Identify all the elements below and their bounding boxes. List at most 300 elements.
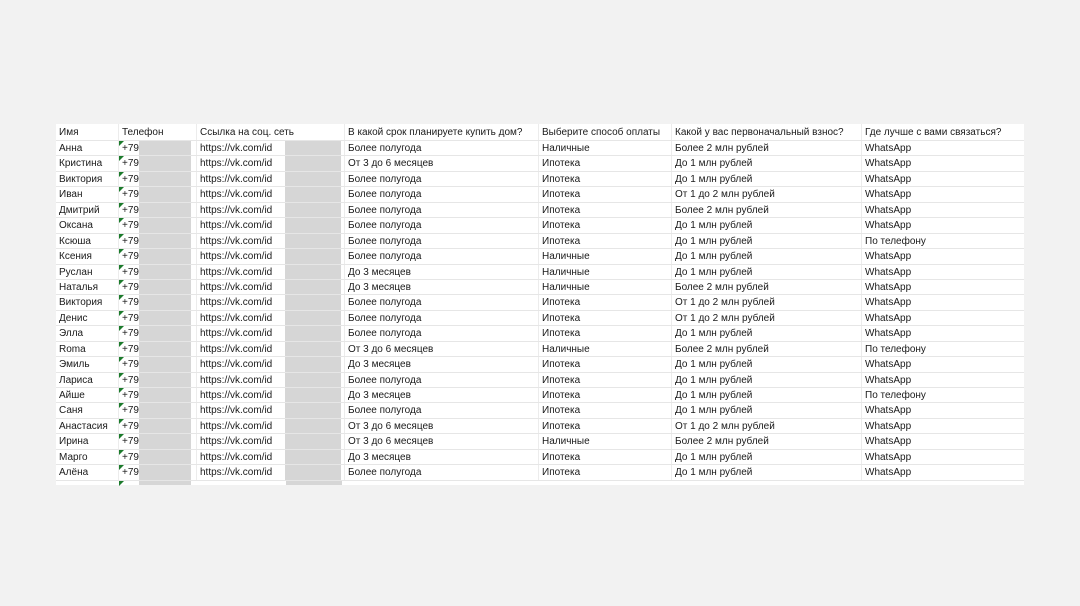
social-link-value: https://vk.com/id <box>200 251 273 263</box>
table-row <box>56 388 1024 403</box>
cell-marker-icon <box>119 141 124 146</box>
redacted-block <box>139 249 191 263</box>
cell-payment-method[interactable]: Ипотека <box>539 172 672 186</box>
cell-payment-method[interactable]: Ипотека <box>539 403 672 417</box>
redacted-block <box>285 218 341 232</box>
redacted-block <box>285 450 341 464</box>
header-contact-method[interactable]: Где лучше с вами связаться? <box>865 127 1002 138</box>
redacted-block <box>285 373 341 387</box>
cell-purchase-term[interactable]: Более полугода <box>345 218 539 232</box>
cell-social-link[interactable] <box>197 187 345 201</box>
redacted-block <box>285 172 341 186</box>
cell-name[interactable]: Анастасия <box>56 419 119 433</box>
cell-down-payment[interactable]: От 1 до 2 млн рублей <box>672 311 862 325</box>
cell-down-payment[interactable]: До 1 млн рублей <box>672 326 862 340</box>
cell-contact-method[interactable]: WhatsApp <box>865 143 912 154</box>
cell-social-link[interactable] <box>197 280 345 294</box>
cell-phone[interactable] <box>119 465 197 479</box>
phone-prefix: +79 <box>122 420 139 432</box>
redacted-block <box>285 465 341 479</box>
cell-payment-method[interactable]: Наличные <box>539 249 672 263</box>
social-link-value: https://vk.com/id <box>200 451 273 463</box>
redacted-block <box>285 203 341 217</box>
cell-purchase-term[interactable]: Более полугода <box>345 203 539 217</box>
redacted-block <box>285 388 341 402</box>
redacted-block <box>285 234 341 248</box>
cell-contact-method[interactable]: WhatsApp <box>865 359 912 371</box>
redacted-block <box>139 326 191 340</box>
cell-purchase-term[interactable]: Более полугода <box>345 403 539 417</box>
phone-value <box>119 373 139 387</box>
header-name[interactable]: Имя <box>56 124 119 140</box>
cell-phone[interactable] <box>119 342 197 356</box>
phone-value <box>119 249 139 263</box>
cell-payment-method[interactable]: Ипотека <box>539 450 672 464</box>
cell-payment-method[interactable]: Наличные <box>539 141 672 155</box>
cell-phone[interactable] <box>119 357 197 371</box>
cell-payment-method[interactable]: Наличные <box>539 342 672 356</box>
cell-contact-method[interactable]: WhatsApp <box>865 405 912 417</box>
phone-value <box>119 187 139 201</box>
social-link-value: https://vk.com/id <box>200 297 273 309</box>
redacted-block <box>139 481 191 485</box>
cell-phone[interactable] <box>119 172 197 186</box>
cell-contact-method[interactable]: WhatsApp <box>865 251 912 263</box>
cell-purchase-term[interactable]: От 3 до 6 месяцев <box>345 156 539 170</box>
cell-social-link[interactable] <box>197 203 345 217</box>
cell-down-payment[interactable]: Более 2 млн рублей <box>672 141 862 155</box>
cell-marker-icon <box>119 203 124 208</box>
table-row <box>56 311 1024 326</box>
phone-value <box>119 388 139 402</box>
table-tail <box>56 481 1024 485</box>
cell-name[interactable]: Саня <box>56 403 119 417</box>
redacted-block <box>139 434 191 448</box>
spreadsheet-table <box>56 124 1024 485</box>
cell-marker-icon <box>119 172 124 177</box>
cell-purchase-term[interactable]: Более полугода <box>345 172 539 186</box>
cell-contact-method[interactable]: По телефону <box>865 235 926 247</box>
redacted-block <box>139 311 191 325</box>
table-row <box>56 373 1024 388</box>
redacted-block <box>139 373 191 387</box>
cell-marker-icon <box>119 403 124 408</box>
social-link-value: https://vk.com/id <box>200 374 273 386</box>
cell-marker-icon <box>119 218 124 223</box>
cell-phone[interactable] <box>119 187 197 201</box>
cell-name[interactable]: Наталья <box>56 280 119 294</box>
cell-name[interactable]: Дмитрий <box>56 203 119 217</box>
redacted-block <box>285 187 341 201</box>
social-link-value: https://vk.com/id <box>200 343 273 355</box>
cell-social-link[interactable] <box>197 434 345 448</box>
cell-social-link[interactable] <box>197 419 345 433</box>
cell-down-payment[interactable]: Более 2 млн рублей <box>672 434 862 448</box>
cell-name[interactable]: Оксана <box>56 218 119 232</box>
cell-purchase-term[interactable]: От 3 до 6 месяцев <box>345 342 539 356</box>
cell-payment-method[interactable]: Ипотека <box>539 311 672 325</box>
cell-purchase-term[interactable]: Более полугода <box>345 373 539 387</box>
table-row <box>56 342 1024 357</box>
cell-purchase-term[interactable]: До 3 месяцев <box>345 357 539 371</box>
cell-contact-method[interactable]: WhatsApp <box>865 158 912 170</box>
cell-social-link[interactable] <box>197 311 345 325</box>
phone-prefix: +79 <box>122 436 139 448</box>
cell-contact-method[interactable]: WhatsApp <box>865 312 912 324</box>
cell-purchase-term[interactable]: Более полугода <box>345 311 539 325</box>
cell-contact-method[interactable]: WhatsApp <box>865 467 912 479</box>
cell-down-payment[interactable]: От 1 до 2 млн рублей <box>672 187 862 201</box>
cell-marker-icon <box>119 249 124 254</box>
phone-value <box>119 203 139 217</box>
phone-prefix: +79 <box>122 405 139 417</box>
cell-social-link[interactable] <box>197 326 345 340</box>
social-link-value: https://vk.com/id <box>200 467 273 479</box>
cell-contact-method[interactable]: WhatsApp <box>865 436 912 448</box>
cell-contact-method[interactable]: WhatsApp <box>865 451 912 463</box>
redacted-block <box>139 295 191 309</box>
social-link-value: https://vk.com/id <box>200 266 273 278</box>
cell-phone[interactable] <box>119 203 197 217</box>
cell-purchase-term[interactable]: От 3 до 6 месяцев <box>345 434 539 448</box>
cell-purchase-term[interactable]: Более полугода <box>345 326 539 340</box>
social-link-value: https://vk.com/id <box>200 189 273 201</box>
cell-phone[interactable] <box>119 249 197 263</box>
cell-phone[interactable] <box>119 218 197 232</box>
cell-down-payment[interactable]: Более 2 млн рублей <box>672 203 862 217</box>
cell-payment-method[interactable]: Ипотека <box>539 465 672 479</box>
redacted-block <box>285 295 341 309</box>
cell-social-link[interactable] <box>197 249 345 263</box>
redacted-block <box>139 187 191 201</box>
cell-down-payment[interactable]: Более 2 млн рублей <box>672 280 862 294</box>
redacted-block <box>139 388 191 402</box>
cell-purchase-term[interactable]: До 3 месяцев <box>345 265 539 279</box>
cell-social-link[interactable] <box>197 342 345 356</box>
cell-down-payment[interactable]: До 1 млн рублей <box>672 373 862 387</box>
redacted-block <box>139 342 191 356</box>
cell-payment-method[interactable]: Ипотека <box>539 388 672 402</box>
redacted-block <box>139 218 191 232</box>
cell-name[interactable]: Лариса <box>56 373 119 387</box>
cell-social-link[interactable] <box>197 156 345 170</box>
table-row <box>56 450 1024 465</box>
cell-name[interactable]: Денис <box>56 311 119 325</box>
cell-social-link[interactable] <box>197 295 345 309</box>
header-purchase-term[interactable]: В какой срок планируете купить дом? <box>345 124 539 140</box>
cell-down-payment[interactable]: До 1 млн рублей <box>672 265 862 279</box>
phone-prefix: +79 <box>122 359 139 371</box>
cell-name[interactable]: Ксюша <box>56 234 119 248</box>
phone-value <box>119 280 139 294</box>
cell-name[interactable]: Анна <box>56 141 119 155</box>
cell-down-payment[interactable]: До 1 млн рублей <box>672 249 862 263</box>
redacted-block <box>285 326 341 340</box>
phone-prefix: +79 <box>122 158 139 170</box>
phone-prefix: +79 <box>122 390 139 401</box>
table-row <box>56 141 1024 156</box>
table-row <box>56 172 1024 187</box>
social-link-value: https://vk.com/id <box>200 220 273 232</box>
redacted-block <box>139 419 191 433</box>
redacted-block <box>285 311 341 325</box>
cell-purchase-term[interactable]: До 3 месяцев <box>345 388 539 402</box>
cell-purchase-term[interactable]: Более полугода <box>345 234 539 248</box>
redacted-block <box>139 265 191 279</box>
cell-contact-method[interactable]: WhatsApp <box>865 204 912 216</box>
social-link-value: https://vk.com/id <box>200 312 273 324</box>
cell-name[interactable]: Ксения <box>56 249 119 263</box>
cell-down-payment[interactable]: До 1 млн рублей <box>672 172 862 186</box>
redacted-block <box>139 156 191 170</box>
cell-purchase-term[interactable]: Более полугода <box>345 295 539 309</box>
table-row <box>56 434 1024 449</box>
cell-contact-method[interactable]: WhatsApp <box>865 173 912 185</box>
cell-down-payment[interactable]: От 1 до 2 млн рублей <box>672 295 862 309</box>
cell-contact-method[interactable]: По телефону <box>865 343 926 355</box>
redacted-block <box>285 403 341 417</box>
cell-name[interactable]: Марго <box>56 450 119 464</box>
cell-name[interactable]: Элла <box>56 326 119 340</box>
cell-down-payment[interactable]: До 1 млн рублей <box>672 218 862 232</box>
redacted-block <box>139 357 191 371</box>
redacted-block <box>139 203 191 217</box>
cell-phone[interactable] <box>119 373 197 387</box>
phone-value <box>119 234 139 248</box>
cell-contact-method[interactable]: WhatsApp <box>865 281 912 293</box>
cell-name[interactable]: Алёна <box>56 465 119 479</box>
table-row <box>56 295 1024 310</box>
cell-payment-method[interactable]: Ипотека <box>539 419 672 433</box>
social-link-value: https://vk.com/id <box>200 359 273 371</box>
phone-value <box>119 450 139 464</box>
phone-prefix: +79 <box>122 189 139 201</box>
cell-name[interactable]: Айше <box>56 388 119 402</box>
redacted-block <box>285 265 341 279</box>
cell-name[interactable]: Эмиль <box>56 357 119 371</box>
table-row <box>56 249 1024 264</box>
cell-down-payment[interactable]: От 1 до 2 млн рублей <box>672 419 862 433</box>
phone-value <box>119 218 139 232</box>
phone-value <box>119 434 139 448</box>
phone-prefix: +79 <box>122 143 139 154</box>
social-link-value: https://vk.com/id <box>200 173 273 185</box>
cell-purchase-term[interactable]: Более полугода <box>345 249 539 263</box>
cell-payment-method[interactable]: Ипотека <box>539 357 672 371</box>
cell-social-link[interactable] <box>197 265 345 279</box>
cell-payment-method[interactable]: Ипотека <box>539 295 672 309</box>
cell-phone[interactable] <box>119 141 197 155</box>
cell-purchase-term[interactable]: Более полугода <box>345 141 539 155</box>
phone-value <box>119 141 139 155</box>
cell-marker-icon <box>119 187 124 192</box>
cell-purchase-term[interactable]: До 3 месяцев <box>345 280 539 294</box>
cell-contact-method[interactable]: WhatsApp <box>865 328 912 340</box>
cell-social-link[interactable] <box>197 373 345 387</box>
social-link-value: https://vk.com/id <box>200 328 273 340</box>
cell-social-link[interactable] <box>197 388 345 402</box>
cell-down-payment[interactable]: До 1 млн рублей <box>672 357 862 371</box>
cell-social-link[interactable] <box>197 403 345 417</box>
cell-phone[interactable] <box>119 403 197 417</box>
cell-name[interactable]: Виктория <box>56 295 119 309</box>
phone-prefix: +79 <box>122 235 139 247</box>
table-row <box>56 419 1024 434</box>
cell-marker-icon <box>119 342 124 347</box>
cell-phone[interactable] <box>119 419 197 433</box>
social-link-value: https://vk.com/id <box>200 204 273 216</box>
cell-name[interactable]: Кристина <box>56 156 119 170</box>
header-phone[interactable]: Телефон <box>119 124 197 140</box>
cell-phone[interactable] <box>119 388 197 402</box>
table-body <box>56 141 1024 481</box>
cell-payment-method[interactable]: Ипотека <box>539 218 672 232</box>
header-down-payment[interactable]: Какой у вас первоначальный взнос? <box>672 124 862 140</box>
cell-purchase-term[interactable]: От 3 до 6 месяцев <box>345 419 539 433</box>
redacted-block <box>285 249 341 263</box>
cell-social-link[interactable] <box>197 450 345 464</box>
social-link-value: https://vk.com/id <box>200 405 273 417</box>
cell-phone[interactable] <box>119 326 197 340</box>
cell-marker-icon <box>119 419 124 424</box>
redacted-block <box>139 141 191 155</box>
cell-purchase-term[interactable]: Более полугода <box>345 187 539 201</box>
social-link-value: https://vk.com/id <box>200 436 273 448</box>
table-row <box>56 280 1024 295</box>
cell-contact-method[interactable]: WhatsApp <box>865 420 912 432</box>
table-row <box>56 156 1024 171</box>
cell-contact-method[interactable]: WhatsApp <box>865 297 912 309</box>
redacted-block <box>285 141 341 155</box>
social-link-value: https://vk.com/id <box>200 281 273 293</box>
table-row <box>56 265 1024 280</box>
cell-social-link[interactable] <box>197 172 345 186</box>
cell-phone[interactable] <box>119 265 197 279</box>
cell-social-link[interactable] <box>197 465 345 479</box>
cell-contact-method[interactable]: WhatsApp <box>865 374 912 386</box>
cell-phone[interactable] <box>119 280 197 294</box>
cell-phone[interactable] <box>119 156 197 170</box>
social-link-value: https://vk.com/id <box>200 390 273 401</box>
phone-value <box>119 295 139 309</box>
cell-down-payment[interactable]: До 1 млн рублей <box>672 450 862 464</box>
phone-value <box>119 357 139 371</box>
phone-prefix: +79 <box>122 220 139 232</box>
cell-social-link[interactable] <box>197 234 345 248</box>
cell-contact-method[interactable]: WhatsApp <box>865 189 912 201</box>
phone-prefix: +79 <box>122 343 139 355</box>
cell-purchase-term[interactable]: Более полугода <box>345 465 539 479</box>
table-row <box>56 218 1024 233</box>
table-row <box>56 203 1024 218</box>
cell-payment-method[interactable]: Ипотека <box>539 234 672 248</box>
cell-down-payment[interactable]: Более 2 млн рублей <box>672 342 862 356</box>
cell-phone[interactable] <box>119 434 197 448</box>
header-payment-method[interactable]: Выберите способ оплаты <box>539 124 672 140</box>
redacted-block <box>139 172 191 186</box>
phone-value <box>119 265 139 279</box>
cell-payment-method[interactable]: Наличные <box>539 434 672 448</box>
cell-down-payment[interactable]: До 1 млн рублей <box>672 156 862 170</box>
cell-marker-icon <box>119 234 124 239</box>
cell-contact-method[interactable]: По телефону <box>865 390 926 401</box>
redacted-block <box>285 342 341 356</box>
phone-value <box>119 311 139 325</box>
phone-prefix: +79 <box>122 173 139 185</box>
phone-prefix: +79 <box>122 451 139 463</box>
cell-payment-method[interactable]: Наличные <box>539 280 672 294</box>
cell-social-link[interactable] <box>197 141 345 155</box>
cell-name[interactable]: Иван <box>56 187 119 201</box>
cell-name[interactable]: Roma <box>56 342 119 356</box>
cell-name[interactable]: Руслан <box>56 265 119 279</box>
cell-marker-icon <box>119 326 124 331</box>
social-link-value: https://vk.com/id <box>200 235 273 247</box>
phone-prefix: +79 <box>122 297 139 309</box>
cell-marker-icon <box>119 465 124 470</box>
redacted-block <box>286 481 342 485</box>
redacted-block <box>139 280 191 294</box>
cell-social-link[interactable] <box>197 218 345 232</box>
table-row <box>56 403 1024 418</box>
cell-payment-method[interactable]: Ипотека <box>539 373 672 387</box>
table-row <box>56 326 1024 341</box>
social-link-value: https://vk.com/id <box>200 143 273 154</box>
phone-prefix: +79 <box>122 251 139 263</box>
phone-value <box>119 419 139 433</box>
cell-phone[interactable] <box>119 450 197 464</box>
cell-contact-method[interactable]: WhatsApp <box>865 266 912 278</box>
table-header-row <box>56 124 1024 141</box>
cell-payment-method[interactable]: Ипотека <box>539 156 672 170</box>
cell-payment-method[interactable]: Ипотека <box>539 187 672 201</box>
phone-value <box>119 403 139 417</box>
header-social-link[interactable]: Ссылка на соц. сеть <box>197 124 345 140</box>
cell-payment-method[interactable]: Наличные <box>539 265 672 279</box>
cell-payment-method[interactable]: Ипотека <box>539 203 672 217</box>
cell-down-payment[interactable]: До 1 млн рублей <box>672 403 862 417</box>
phone-value <box>119 156 139 170</box>
cell-name[interactable]: Виктория <box>56 172 119 186</box>
cell-phone[interactable] <box>119 311 197 325</box>
cell-phone[interactable] <box>119 234 197 248</box>
phone-value <box>119 172 139 186</box>
redacted-block <box>285 357 341 371</box>
phone-prefix: +79 <box>122 266 139 278</box>
table-row <box>56 234 1024 249</box>
cell-phone[interactable] <box>119 295 197 309</box>
redacted-block <box>285 419 341 433</box>
cell-name[interactable]: Ирина <box>56 434 119 448</box>
cell-down-payment[interactable]: До 1 млн рублей <box>672 465 862 479</box>
cell-social-link[interactable] <box>197 357 345 371</box>
cell-contact-method[interactable]: WhatsApp <box>865 220 912 232</box>
redacted-block <box>285 434 341 448</box>
phone-prefix: +79 <box>122 328 139 340</box>
cell-marker-icon <box>119 295 124 300</box>
cell-down-payment[interactable]: До 1 млн рублей <box>672 234 862 248</box>
phone-prefix: +79 <box>122 204 139 216</box>
table-row <box>56 357 1024 372</box>
redacted-block <box>285 280 341 294</box>
cell-purchase-term[interactable]: До 3 месяцев <box>345 450 539 464</box>
cell-payment-method[interactable]: Ипотека <box>539 326 672 340</box>
social-link-value: https://vk.com/id <box>200 420 273 432</box>
redacted-block <box>139 450 191 464</box>
cell-down-payment[interactable]: До 1 млн рублей <box>672 388 862 402</box>
phone-prefix: +79 <box>122 281 139 293</box>
cell-marker-icon <box>119 434 124 439</box>
